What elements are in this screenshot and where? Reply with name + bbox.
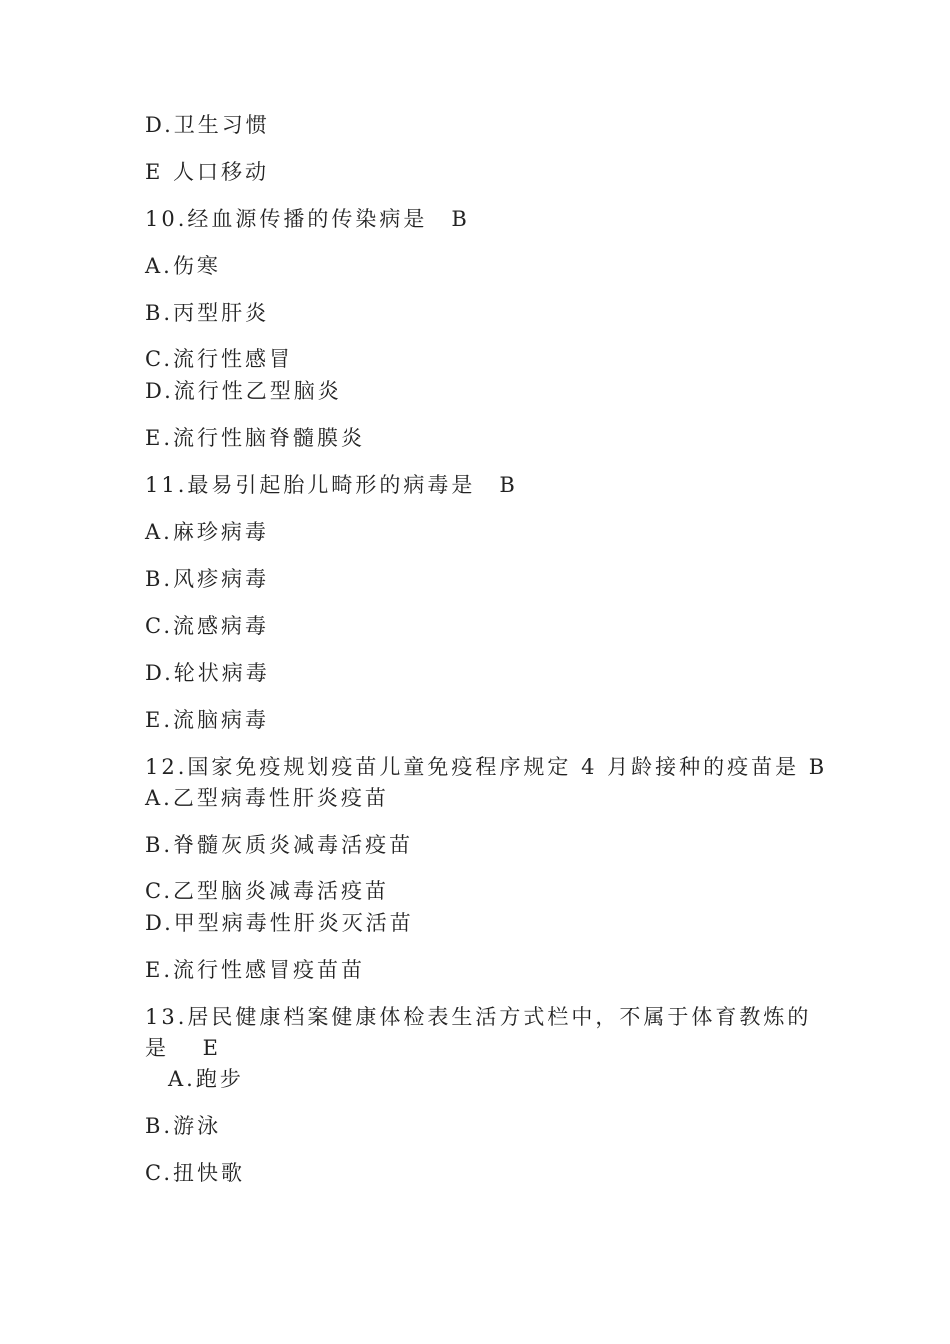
option-d-hygiene: D.卫生习惯	[145, 113, 270, 137]
q10-option-b: B.丙型肝炎	[145, 301, 270, 325]
q10-option-d: D.流行性乙型脑炎	[145, 379, 342, 403]
q13-option-c: C.扭快歌	[145, 1161, 245, 1185]
q11-option-b: B.风疹病毒	[145, 567, 270, 591]
q12-option-e: E.流行性感冒疫苗苗	[145, 958, 366, 982]
q12-option-b: B.脊髓灰质炎减毒活疫苗	[145, 833, 414, 857]
q11-option-d: D.轮状病毒	[145, 661, 270, 685]
question-13: 13.居民健康档案健康体检表生活方式栏中，不属于体育教炼的	[145, 1005, 812, 1029]
q13-option-b: B.游泳	[145, 1114, 222, 1138]
question-10: 10.经血源传播的传染病是 B	[145, 207, 470, 231]
q10-option-a: A.伤寒	[145, 254, 221, 278]
question-13-continued: 是 E	[145, 1036, 222, 1060]
q10-option-e: E.流行性脑脊髓膜炎	[145, 426, 366, 450]
question-11: 11.最易引起胎儿畸形的病毒是 B	[145, 473, 518, 497]
q11-option-e: E.流脑病毒	[145, 708, 270, 732]
q12-option-a: A.乙型病毒性肝炎疫苗	[145, 786, 389, 810]
option-e-migration: E 人口移动	[145, 160, 270, 184]
q12-option-c: C.乙型脑炎减毒活疫苗	[145, 879, 389, 903]
q13-option-a: A.跑步	[168, 1067, 244, 1091]
q12-option-d: D.甲型病毒性肝炎灭活苗	[145, 911, 414, 935]
q10-option-c: C.流行性感冒	[145, 347, 293, 371]
q11-option-c: C.流感病毒	[145, 614, 269, 638]
question-12: 12.国家免疫规划疫苗儿童免疫程序规定 4 月龄接种的疫苗是 B	[145, 755, 828, 779]
q11-option-a: A.麻珍病毒	[145, 520, 269, 544]
